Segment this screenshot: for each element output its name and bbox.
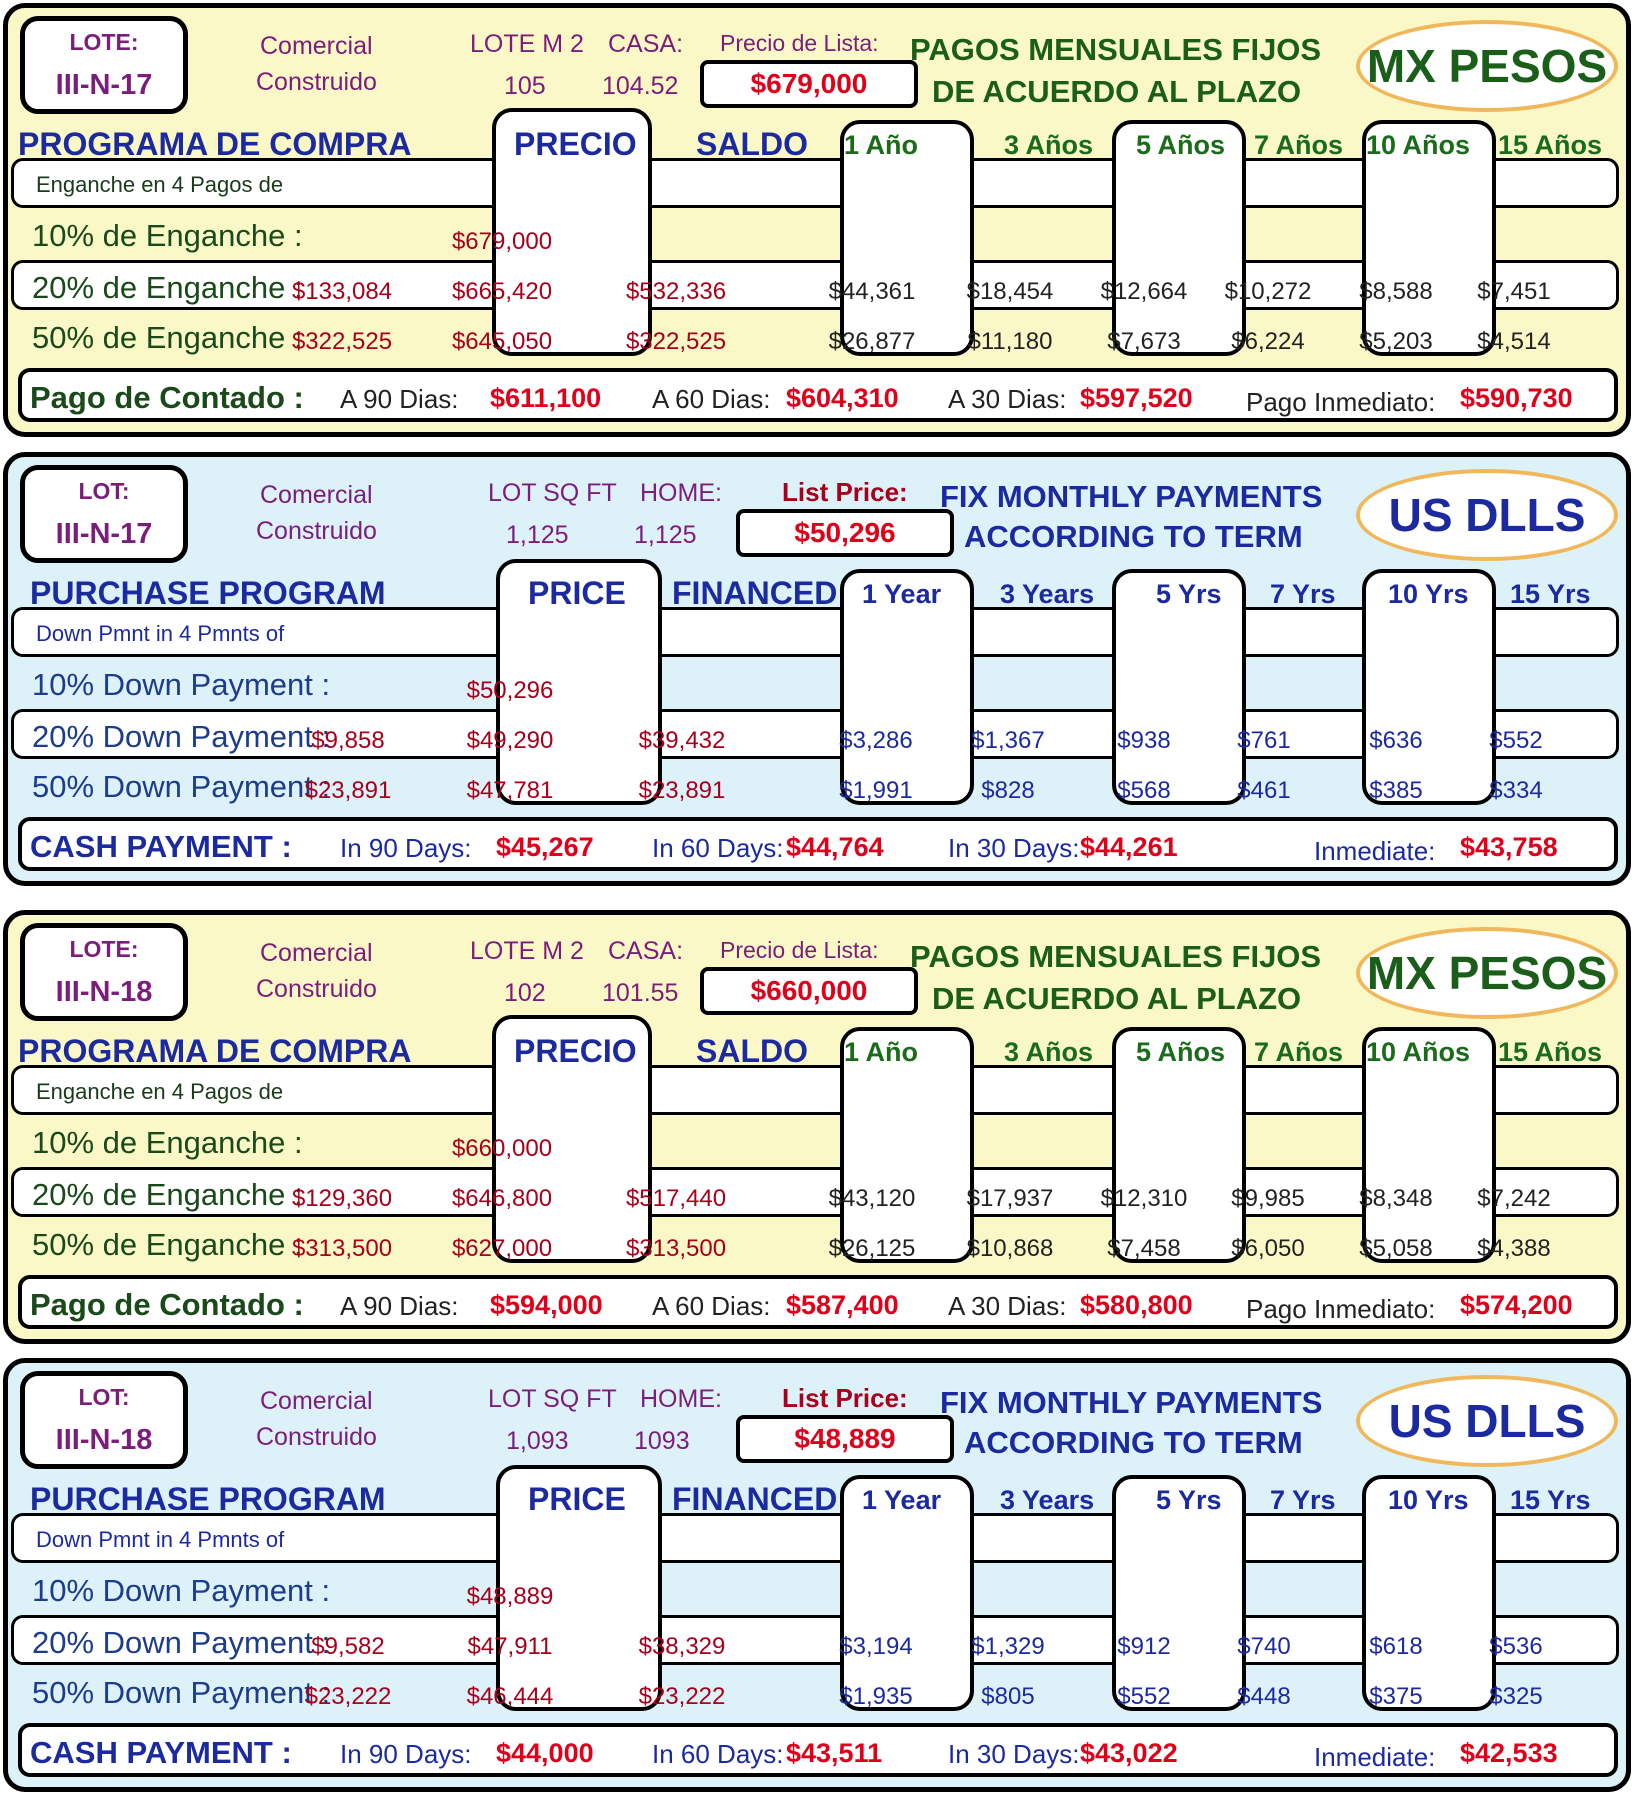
- list-price-value: $660,000: [700, 967, 918, 1015]
- cash-90-value: $611,100: [490, 383, 602, 413]
- fixed-payments-title: PAGOS MENSUALES FIJOS: [910, 32, 1322, 67]
- down-20-term-payment: $740: [1237, 1633, 1291, 1660]
- down-20-price: $49,290: [466, 727, 554, 754]
- lot-label: LOT:: [78, 478, 130, 504]
- cash-immediate-value: $574,200: [1460, 1290, 1573, 1320]
- lot-box: [20, 16, 188, 114]
- down-20-term-payment: $3,286: [839, 727, 913, 754]
- fixed-payments-subtitle: ACCORDING TO TERM: [964, 1425, 1303, 1460]
- purchase-program-title: PURCHASE PROGRAM: [30, 575, 386, 611]
- cash-payment-box: [18, 368, 1618, 422]
- price-panel-lot-18-usd: [3, 1358, 1631, 1792]
- home-area-value: 101.55: [602, 979, 679, 1007]
- lot-area-value: 102: [504, 979, 546, 1007]
- construido-label: Construido: [256, 517, 377, 545]
- list-price-value: $679,000: [700, 60, 918, 108]
- down-50-term-payment: $26,125: [828, 1235, 916, 1262]
- price-panel-lot-18-mxn: [3, 910, 1631, 1344]
- down-10-price: $48,889: [466, 1583, 554, 1610]
- cash-immediate-value: $43,758: [1460, 832, 1558, 862]
- down-50-term-payment: $568: [1117, 777, 1171, 804]
- down-50-term-payment: $828: [981, 777, 1035, 804]
- term-header: 10 Años: [1366, 1037, 1471, 1067]
- cash-30-label: A 30 Dias:: [948, 1291, 1067, 1321]
- down-50-term-payment: $4,388: [1477, 1235, 1551, 1262]
- term-header: 15 Yrs: [1510, 1485, 1591, 1515]
- down-20-price: $646,800: [451, 1185, 553, 1212]
- down-50-amount: $23,891: [304, 777, 392, 804]
- lot-box: [20, 465, 188, 563]
- installments-label: Enganche en 4 Pagos de: [36, 1079, 284, 1104]
- down-20-balance: $532,336: [625, 278, 727, 305]
- price-panel-lot-17-mxn: [3, 3, 1631, 437]
- lot-area-label: LOT SQ FT: [488, 479, 617, 507]
- price-panel-lot-17-usd: [3, 452, 1631, 886]
- balance-column-header: FINANCED: [672, 1481, 838, 1517]
- down-50-term-payment: $448: [1237, 1683, 1291, 1710]
- list-price-label: List Price:: [782, 1383, 908, 1413]
- lot-area-value: 105: [504, 72, 546, 100]
- installments-label: Enganche en 4 Pagos de: [36, 172, 284, 197]
- down-20-term-payment: $43,120: [828, 1185, 916, 1212]
- currency-badge: MX PESOS: [1356, 20, 1618, 112]
- term-header: 3 Years: [1000, 1485, 1095, 1515]
- down-50-balance: $313,500: [625, 1235, 727, 1262]
- cash-60-value: $604,310: [786, 383, 899, 413]
- down-20-label: 20% de Enganche :: [32, 270, 303, 305]
- cash-30-label: In 30 Days:: [948, 833, 1080, 863]
- down-50-term-payment: $334: [1489, 777, 1543, 804]
- down-50-term-payment: $1,935: [839, 1683, 913, 1710]
- construido-label: Construido: [256, 1423, 377, 1451]
- cash-30-value: $43,022: [1080, 1738, 1178, 1768]
- down-20-term-payment: $1,329: [971, 1633, 1045, 1660]
- term-header: 3 Years: [1000, 579, 1095, 609]
- cash-60-label: In 60 Days:: [652, 833, 784, 863]
- down-20-term-payment: $10,272: [1224, 278, 1312, 305]
- down-20-term-payment: $8,348: [1359, 1185, 1433, 1212]
- lot-area-label: LOTE M 2: [470, 30, 584, 58]
- down-50-term-payment: $10,868: [966, 1235, 1054, 1262]
- cash-immediate-label: Inmediate:: [1314, 836, 1436, 866]
- down-50-term-payment: $552: [1117, 1683, 1171, 1710]
- down-20-amount: $129,360: [291, 1185, 393, 1212]
- down-20-balance: $517,440: [625, 1185, 727, 1212]
- comercial-label: Comercial: [260, 1387, 373, 1415]
- term-header: 10 Yrs: [1388, 579, 1469, 609]
- lot-area-label: LOT SQ FT: [488, 1385, 617, 1413]
- down-20-term-payment: $1,367: [971, 727, 1045, 754]
- term-header: 1 Año: [844, 1037, 918, 1067]
- down-10-label: 10% de Enganche :: [32, 1125, 303, 1160]
- lot-label: LOT:: [78, 1384, 130, 1410]
- cash-payment-title: CASH PAYMENT :: [30, 829, 292, 864]
- term-header: 3 Años: [1004, 1037, 1094, 1067]
- construido-label: Construido: [256, 68, 377, 96]
- down-20-term-payment: $761: [1237, 727, 1291, 754]
- term-header: 7 Años: [1254, 130, 1344, 160]
- down-50-term-payment: $461: [1237, 777, 1291, 804]
- down-50-amount: $313,500: [291, 1235, 393, 1262]
- cash-90-value: $594,000: [490, 1290, 603, 1320]
- down-50-term-payment: $4,514: [1477, 328, 1551, 355]
- lot-box: [20, 923, 188, 1021]
- down-50-amount: $322,525: [291, 328, 393, 355]
- cash-90-label: A 90 Dias:: [340, 1291, 459, 1321]
- cash-60-label: A 60 Dias:: [652, 1291, 771, 1321]
- list-price-label: Precio de Lista:: [720, 30, 879, 56]
- down-50-term-payment: $385: [1369, 777, 1423, 804]
- cash-60-label: In 60 Days:: [652, 1739, 784, 1769]
- currency-badge: US DLLS: [1356, 1375, 1618, 1467]
- down-10-price: $50,296: [466, 677, 554, 704]
- home-area-value: 104.52: [602, 72, 679, 100]
- down-20-term-payment: $18,454: [966, 278, 1054, 305]
- cash-90-label: In 90 Days:: [340, 833, 472, 863]
- term-header: 15 Años: [1498, 130, 1603, 160]
- term-header: 5 Yrs: [1156, 579, 1222, 609]
- down-50-term-payment: $6,224: [1231, 328, 1305, 355]
- balance-column-header: SALDO: [696, 126, 808, 162]
- lot-number: III-N-17: [55, 518, 153, 550]
- down-50-amount: $23,222: [304, 1683, 392, 1710]
- down-50-balance: $23,222: [638, 1683, 726, 1710]
- down-50-term-payment: $1,991: [839, 777, 913, 804]
- cash-immediate-value: $590,730: [1460, 383, 1573, 413]
- lot-box: [20, 1371, 188, 1469]
- down-20-term-payment: $7,242: [1477, 1185, 1551, 1212]
- down-20-amount: $9,858: [311, 727, 385, 754]
- installments-label: Down Pmnt in 4 Pmnts of: [36, 1527, 285, 1552]
- term-header: 5 Yrs: [1156, 1485, 1222, 1515]
- term-header: 7 Yrs: [1270, 579, 1336, 609]
- down-20-label: 20% de Enganche :: [32, 1177, 303, 1212]
- cash-90-value: $45,267: [496, 832, 594, 862]
- purchase-program-title: PURCHASE PROGRAM: [30, 1481, 386, 1517]
- down-10-label: 10% Down Payment :: [32, 1573, 331, 1608]
- down-50-balance: $23,891: [638, 777, 726, 804]
- home-area-label: HOME:: [640, 1385, 722, 1413]
- lot-area-value: 1,125: [506, 521, 569, 549]
- term-header: 7 Yrs: [1270, 1485, 1336, 1515]
- down-50-price: $46,444: [466, 1683, 554, 1710]
- lot-label: LOTE:: [69, 936, 139, 962]
- home-area-label: CASA:: [608, 30, 684, 58]
- down-20-term-payment: $618: [1369, 1633, 1423, 1660]
- down-10-price: $679,000: [451, 228, 553, 255]
- fixed-payments-title: FIX MONTHLY PAYMENTS: [940, 479, 1323, 514]
- down-50-term-payment: $7,673: [1107, 328, 1181, 355]
- down-50-price: $645,050: [451, 328, 553, 355]
- cash-60-value: $587,400: [786, 1290, 899, 1320]
- cash-30-label: In 30 Days:: [948, 1739, 1080, 1769]
- price-column-header: PRICE: [528, 575, 626, 611]
- currency-badge: US DLLS: [1356, 469, 1618, 561]
- down-20-term-payment: $3,194: [839, 1633, 913, 1660]
- cash-payment-box: [18, 1275, 1618, 1329]
- down-20-term-payment: $12,310: [1100, 1185, 1188, 1212]
- term-header: 10 Años: [1366, 130, 1471, 160]
- down-50-label: 50% de Enganche :: [32, 1227, 303, 1262]
- down-20-term-payment: $8,588: [1359, 278, 1433, 305]
- purchase-program-title: PROGRAMA DE COMPRA: [18, 126, 412, 162]
- down-10-label: 10% de Enganche :: [32, 218, 303, 253]
- balance-column-header: FINANCED: [672, 575, 838, 611]
- fixed-payments-subtitle: ACCORDING TO TERM: [964, 519, 1303, 554]
- term-header: 5 Años: [1136, 1037, 1226, 1067]
- comercial-label: Comercial: [260, 939, 373, 967]
- cash-immediate-label: Pago Inmediato:: [1246, 387, 1436, 417]
- home-area-value: 1093: [634, 1427, 690, 1455]
- down-50-term-payment: $805: [981, 1683, 1035, 1710]
- fixed-payments-subtitle: DE ACUERDO AL PLAZO: [932, 74, 1302, 109]
- list-price-value: $50,296: [736, 509, 954, 557]
- down-50-term-payment: $7,458: [1107, 1235, 1181, 1262]
- down-20-term-payment: $912: [1117, 1633, 1171, 1660]
- lot-number: III-N-18: [55, 976, 153, 1008]
- cash-immediate-label: Pago Inmediato:: [1246, 1294, 1436, 1324]
- currency-badge: MX PESOS: [1356, 927, 1618, 1019]
- down-50-term-payment: $26,877: [828, 328, 916, 355]
- cash-immediate-value: $42,533: [1460, 1738, 1558, 1768]
- down-20-term-payment: $17,937: [966, 1185, 1054, 1212]
- down-50-label: 50% Down Payment :: [32, 769, 331, 804]
- list-price-label: Precio de Lista:: [720, 937, 879, 963]
- term-header: 3 Años: [1004, 130, 1094, 160]
- cash-30-label: A 30 Dias:: [948, 384, 1067, 414]
- down-20-balance: $39,432: [638, 727, 726, 754]
- fixed-payments-title: PAGOS MENSUALES FIJOS: [910, 939, 1322, 974]
- down-50-price: $627,000: [451, 1235, 553, 1262]
- term-header: 15 Yrs: [1510, 579, 1591, 609]
- lot-number: III-N-17: [55, 69, 153, 101]
- cash-90-label: A 90 Dias:: [340, 384, 459, 414]
- down-20-term-payment: $636: [1369, 727, 1423, 754]
- home-area-value: 1,125: [634, 521, 697, 549]
- down-20-balance: $38,329: [638, 1633, 726, 1660]
- down-50-term-payment: $11,180: [967, 328, 1053, 355]
- construido-label: Construido: [256, 975, 377, 1003]
- term-header: 15 Años: [1498, 1037, 1603, 1067]
- down-20-price: $665,420: [451, 278, 553, 305]
- cash-immediate-label: Inmediate:: [1314, 1742, 1436, 1772]
- down-50-label: 50% Down Payment :: [32, 1675, 331, 1710]
- down-20-term-payment: $552: [1489, 727, 1543, 754]
- cash-payment-title: CASH PAYMENT :: [30, 1735, 292, 1770]
- balance-column-header: SALDO: [696, 1033, 808, 1069]
- list-price-value: $48,889: [736, 1415, 954, 1463]
- down-20-amount: $133,084: [291, 278, 393, 305]
- down-10-price: $660,000: [451, 1135, 553, 1162]
- comercial-label: Comercial: [260, 481, 373, 509]
- down-10-label: 10% Down Payment :: [32, 667, 331, 702]
- comercial-label: Comercial: [260, 32, 373, 60]
- cash-60-value: $44,764: [786, 832, 884, 862]
- fixed-payments-subtitle: DE ACUERDO AL PLAZO: [932, 981, 1302, 1016]
- home-area-label: HOME:: [640, 479, 722, 507]
- cash-60-value: $43,511: [786, 1738, 883, 1768]
- lot-label: LOTE:: [69, 29, 139, 55]
- cash-90-label: In 90 Days:: [340, 1739, 472, 1769]
- down-20-term-payment: $7,451: [1477, 278, 1551, 305]
- down-20-term-payment: $12,664: [1100, 278, 1188, 305]
- cash-30-value: $580,800: [1080, 1290, 1193, 1320]
- cash-payment-box: [18, 817, 1618, 871]
- cash-payment-title: Pago de Contado :: [30, 380, 304, 415]
- down-20-price: $47,911: [467, 1633, 553, 1660]
- fixed-payments-title: FIX MONTHLY PAYMENTS: [940, 1385, 1323, 1420]
- cash-payment-title: Pago de Contado :: [30, 1287, 304, 1322]
- term-header: 5 Años: [1136, 130, 1226, 160]
- price-column-header: PRECIO: [514, 126, 637, 162]
- cash-30-value: $597,520: [1080, 383, 1193, 413]
- down-20-term-payment: $9,985: [1231, 1185, 1305, 1212]
- price-column-header: PRECIO: [514, 1033, 637, 1069]
- down-50-balance: $322,525: [625, 328, 727, 355]
- term-header: 10 Yrs: [1388, 1485, 1469, 1515]
- down-50-term-payment: $375: [1369, 1683, 1423, 1710]
- down-20-term-payment: $938: [1117, 727, 1171, 754]
- down-20-label: 20% Down Payment :: [32, 719, 331, 754]
- down-50-label: 50% de Enganche :: [32, 320, 303, 355]
- lot-area-label: LOTE M 2: [470, 937, 584, 965]
- list-price-label: List Price:: [782, 477, 908, 507]
- term-header: 1 Year: [862, 579, 942, 609]
- cash-90-value: $44,000: [496, 1738, 594, 1768]
- cash-30-value: $44,261: [1080, 832, 1178, 862]
- down-50-term-payment: $6,050: [1231, 1235, 1305, 1262]
- installments-label: Down Pmnt in 4 Pmnts of: [36, 621, 285, 646]
- cash-60-label: A 60 Dias:: [652, 384, 771, 414]
- cash-payment-box: [18, 1723, 1618, 1777]
- down-20-term-payment: $536: [1489, 1633, 1543, 1660]
- home-area-label: CASA:: [608, 937, 684, 965]
- down-20-term-payment: $44,361: [828, 278, 916, 305]
- purchase-program-title: PROGRAMA DE COMPRA: [18, 1033, 412, 1069]
- lot-number: III-N-18: [55, 1424, 153, 1456]
- down-50-term-payment: $325: [1489, 1683, 1543, 1710]
- down-50-price: $47,781: [466, 777, 554, 804]
- price-column-header: PRICE: [528, 1481, 626, 1517]
- term-header: 1 Año: [844, 130, 918, 160]
- term-header: 1 Year: [862, 1485, 942, 1515]
- down-50-term-payment: $5,203: [1359, 328, 1433, 355]
- down-50-term-payment: $5,058: [1359, 1235, 1433, 1262]
- term-header: 7 Años: [1254, 1037, 1344, 1067]
- down-20-label: 20% Down Payment :: [32, 1625, 331, 1660]
- down-20-amount: $9,582: [311, 1633, 385, 1660]
- lot-area-value: 1,093: [506, 1427, 569, 1455]
